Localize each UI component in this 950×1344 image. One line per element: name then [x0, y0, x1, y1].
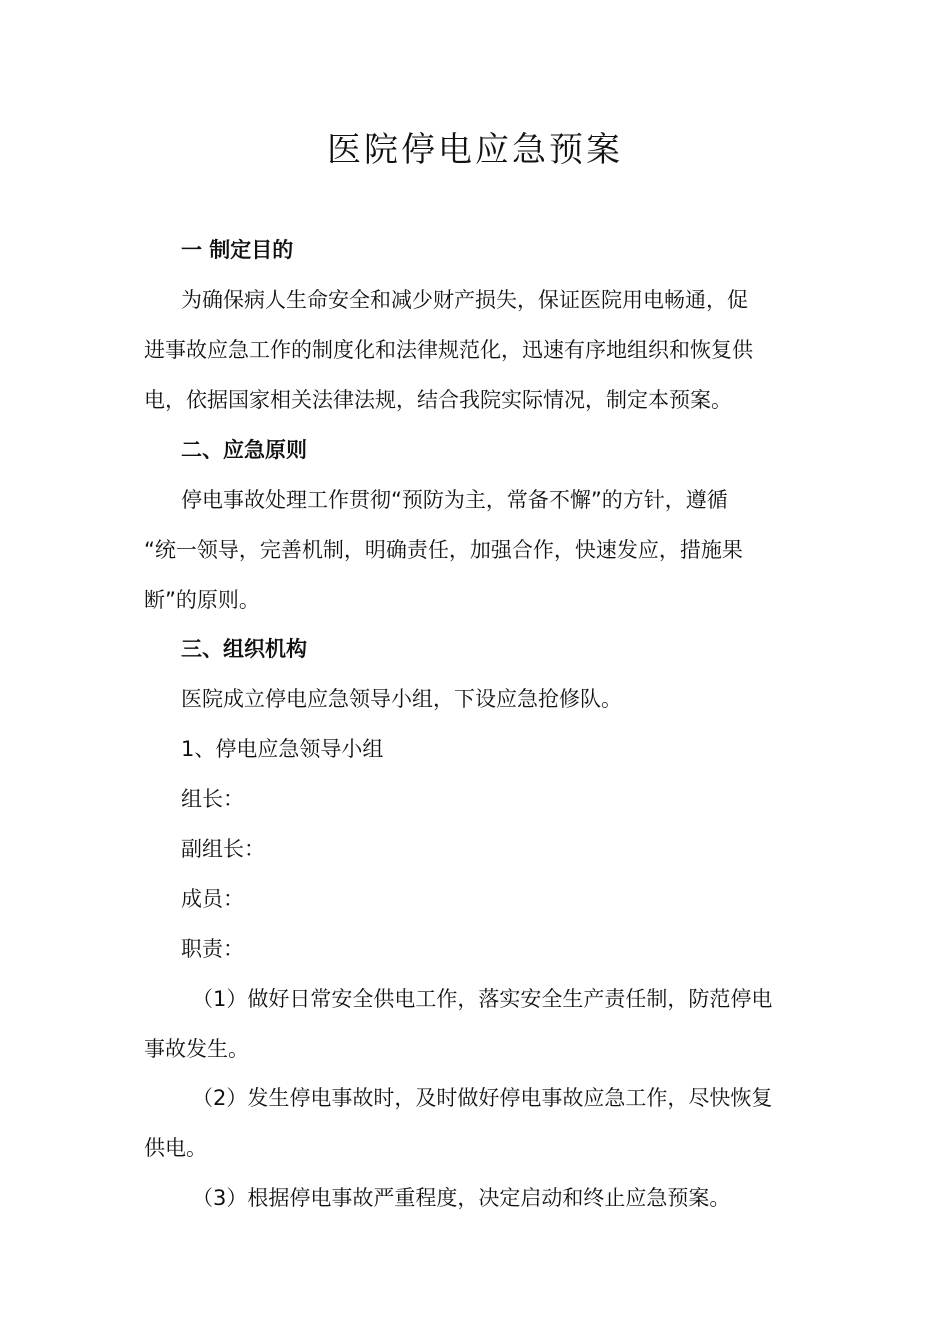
- paragraph-line: 断”的原则。: [144, 588, 260, 612]
- subheading-leadership-group: 1、停电应急领导小组: [181, 737, 384, 761]
- duty-item-line: 供电。: [144, 1136, 207, 1160]
- role-label-deputy-leader: 副组长：: [181, 837, 265, 861]
- section-heading-principles: 二、应急原则: [181, 438, 307, 462]
- section-heading-organization: 三、组织机构: [181, 637, 307, 661]
- duty-item-line: （2）发生停电事故时，及时做好停电事故应急工作，尽快恢复: [192, 1086, 773, 1110]
- paragraph-line: 为确保病人生命安全和减少财产损失，保证医院用电畅通，促: [181, 288, 748, 312]
- paragraph-line: 进事故应急工作的制度化和法律规范化，迅速有序地组织和恢复供: [144, 338, 753, 362]
- section-heading-purpose: 一 制定目的: [181, 238, 294, 262]
- document-title: 医院停电应急预案: [327, 130, 623, 170]
- role-label-duties: 职责：: [181, 937, 244, 961]
- paragraph-line: “统一领导，完善机制，明确责任，加强合作，快速发应，措施果: [144, 538, 743, 562]
- paragraph-line: 医院成立停电应急领导小组，下设应急抢修队。: [181, 687, 622, 711]
- paragraph-line: 停电事故处理工作贯彻“预防为主，常备不懈”的方针，遵循: [181, 488, 728, 512]
- role-label-members: 成员：: [181, 887, 244, 911]
- duty-item-line: （3）根据停电事故严重程度，决定启动和终止应急预案。: [192, 1186, 731, 1210]
- paragraph-line: 电，依据国家相关法律法规，结合我院实际情况，制定本预案。: [144, 388, 732, 412]
- role-label-leader: 组长：: [181, 787, 244, 811]
- duty-item-line: 事故发生。: [144, 1037, 249, 1061]
- duty-item-line: （1）做好日常安全供电工作，落实安全生产责任制，防范停电: [192, 987, 773, 1011]
